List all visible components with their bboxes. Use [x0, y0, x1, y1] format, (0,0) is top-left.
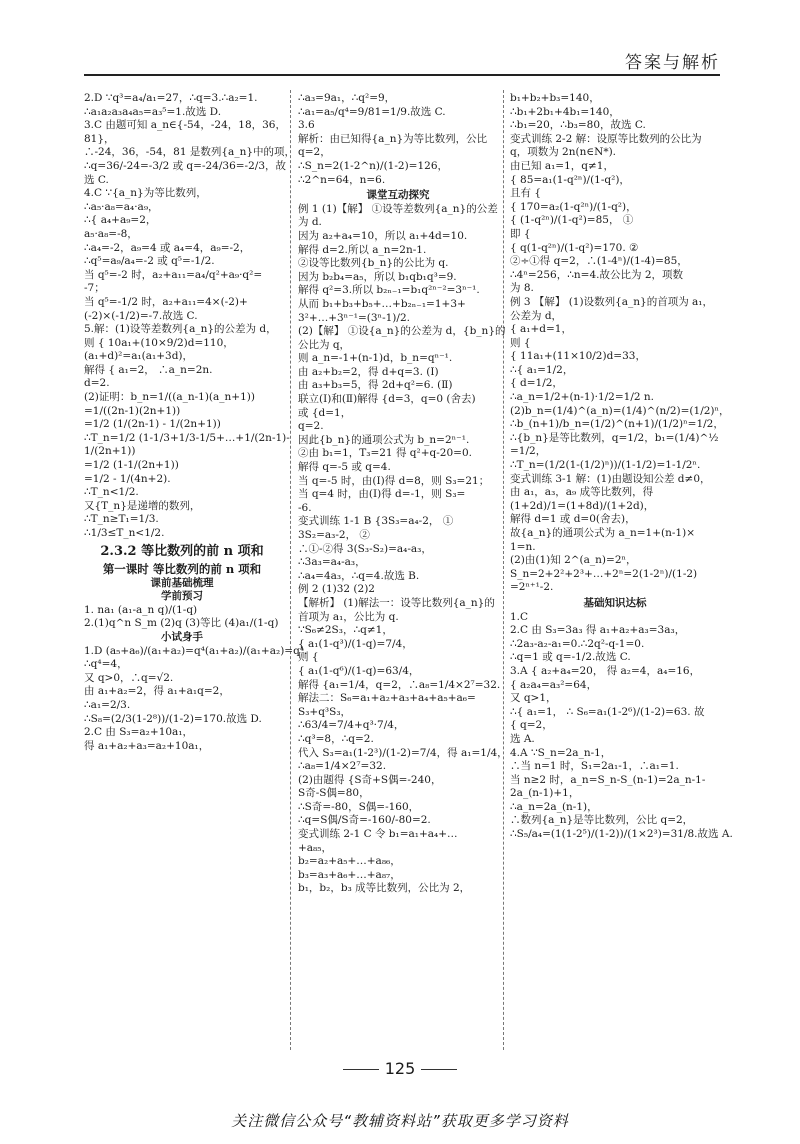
col1-line: 81}，: [84, 132, 115, 145]
col2c-line: 变式训练 1-1 B {3S₃=a₄-2， ①: [298, 515, 454, 528]
col3-line: (2)由(1)知 2^(a_n)=2ⁿ，: [510, 554, 637, 567]
col2c-line: 代入 S₃=a₁(1-2³)/(1-2)=7/4，得 a₁=1/4，: [298, 746, 508, 759]
col2c-line: S奇-S偶=80，: [298, 787, 370, 800]
page-number-text: 125: [384, 1059, 416, 1078]
column-1: [84, 92, 308, 753]
col2b-line: 为 d.: [298, 216, 322, 229]
col2c-line: S₃+q³S₃，: [298, 705, 352, 718]
col2c-line: { a₁(1-q⁶)/(1-q)=63/4，: [298, 664, 420, 677]
col1-line: =1/((2n-1)(2n+1)): [84, 404, 181, 417]
col3b-line: ∴a_n=2a_(n-1)，: [510, 800, 598, 813]
col3-line: 1=n.: [510, 540, 536, 553]
col3b-line: { a₂a₄=a₃²=64，: [510, 678, 598, 691]
col2-line: ∴2^n=64，n=6.: [298, 173, 386, 186]
col2b-line: 当 q=-5 时，由(Ⅰ)得 d=8，则 S₃=21；: [298, 474, 490, 487]
col3-line: ∴{b_n}是等比数列，q=1/2，b₁=(1/4)^½: [510, 431, 719, 444]
col3b-line: 4.A ∵S_n=2a_n-1，: [510, 746, 612, 759]
col1-line: ∴{ a₄+a₉=2，: [84, 214, 157, 227]
col1-line: 选 C.: [84, 173, 109, 186]
col2b-line: 因为 a₂+a₄=10，所以 a₁+4d=10.: [298, 229, 468, 242]
col2-line: 解析：由已知得{a_n}为等比数列，公比: [298, 132, 488, 145]
col1-line: ∴-24，36，-54，81 是数列{a_n}中的项，: [84, 146, 296, 159]
col1c-line: ∴S₈=(2/3(1-2⁸))/(1-2)=170.故选 D.: [84, 712, 262, 725]
col1-line: d=2.: [84, 377, 110, 390]
col2b-line: 则 a_n=-1+(n-1)d，b_n=qⁿ⁻¹.: [298, 352, 453, 365]
col1-line: 当 q⁵=-1/2 时，a₂+a₁₁=4×(-2)+: [84, 295, 248, 308]
col2c-line: ∴63/4=7/4+q³·7/4，: [298, 719, 405, 732]
col1-line: 解得 { a₁=2， ∴a_n=2n.: [84, 363, 213, 376]
col3b-line: ∴2a₃-a₂-a₁=0.∴2q²-q-1=0.: [510, 637, 645, 650]
col3b-line: ∴当 n=1 时，S₁=2a₁-1，∴a₁=1.: [510, 760, 679, 773]
col3b-line: 选 A.: [510, 732, 535, 745]
col1c-line: ∴a₁=2/3.: [84, 698, 131, 711]
col1-line: (2)证明：b_n=1/((a_n-1)(a_n+1)): [84, 391, 255, 404]
col3b-line: { q=2，: [510, 719, 553, 732]
col2b-line: 解得 q=-5 或 q=4.: [298, 461, 391, 474]
col3-line: { (1-q²ⁿ)/(1-q²)=85， ①: [510, 214, 634, 227]
col3-line: 为 8.: [510, 282, 534, 295]
col1-line: (a₁+d)²=a₁(a₁+3d)，: [84, 350, 194, 363]
col2-line: ∴a₃=9a₁，∴q²=9，: [298, 92, 396, 104]
lesson-title: 第一课时 等比数列的前 n 项和: [102, 561, 262, 576]
col2c-line: { a₁(1-q³)/(1-q)=7/4，: [298, 637, 413, 650]
col3-line: ∴a_n=1/2+(n-1)·1/2=1/2 n.: [510, 391, 655, 404]
col2b-line: ②设等比数列{b_n}的公比为 q.: [298, 257, 449, 270]
col1-line: =1/2 (1/(2n-1) - 1/(2n+1)): [84, 418, 221, 431]
col1-line: =1/2 (1-1/(2n+1)): [84, 459, 179, 472]
header-title: 答案与解析: [625, 53, 720, 73]
col2b-line: 联立(Ⅰ)和(Ⅱ)解得 {d=3，q=0 (舍去): [298, 393, 476, 406]
col3-line: 公差为 d，: [510, 309, 563, 322]
col2b-line: 由 a₂+b₂=2，得 d+q=3. (Ⅰ): [298, 365, 439, 378]
col1-line: ∴1/3≤T_n<1/2.: [84, 527, 165, 539]
col1c-line: 得 a₁+a₂+a₃=a₂+10a₁，: [84, 739, 210, 752]
col3-line: { 11a₁+(11×10/2)d=33，: [510, 350, 646, 363]
col3b-line: ∴q=1 或 q=-1/2.故选 C.: [510, 651, 631, 664]
col2c-line: 首项为 a₁，公比为 q.: [298, 610, 399, 623]
col2c-line: 变式训练 2-1 C 令 b₁=a₁+a₄+…: [298, 828, 458, 841]
col1-line: a₅·a₈=-8，: [84, 227, 138, 240]
col1-line: =1/2 - 1/(4n+2).: [84, 472, 171, 485]
col2b-line: 从而 b₁+b₃+b₅+…+b₂ₙ₋₁=1+3+: [298, 297, 466, 310]
col2c-line: ∴a₈=1/4×2⁷=32.: [298, 760, 387, 773]
page-number-dash-right: [421, 1069, 457, 1070]
col3-line: 例 3 【解】 (1)设数列{a_n}的首项为 a₁，: [510, 295, 714, 308]
subheading-basic-knowledge: 基础知识达标: [583, 596, 647, 609]
page-number-dash-left: [343, 1069, 379, 1070]
col1-line: 4.C ∵{a_n}为等比数列，: [84, 187, 207, 200]
section-title: 2.3.2 等比数列的前 n 项和: [100, 543, 264, 559]
col2b-line: q=2.: [298, 420, 324, 433]
col3b-line: 2.C 由 S₃=3a₃ 得 a₁+a₂+a₃=3a₃，: [510, 624, 686, 637]
column-divider-2: [503, 90, 504, 1050]
col1-line: ∴T_n≥T₁=1/3.: [84, 513, 159, 526]
col3b-line: ∴S₅/a₄=(1(1-2⁵)/(1-2))/(1×2³)=31/8.故选 A.: [510, 828, 733, 841]
footer-note: 关注微信公众号“教辅资料站”获取更多学习资料: [231, 1112, 569, 1130]
col2c-line: 解得 {a₁=1/4，q=2，∴a₈=1/4×2⁷=32.: [298, 678, 501, 691]
col2b-line: 解得 d=2.所以 a_n=2n-1.: [298, 243, 427, 256]
col3b-line: 3.A { a₂+a₄=20， 得 a₂=4，a₄=16，: [510, 664, 701, 677]
col3-line: 故{a_n}的通项公式为 a_n=1+(n-1)×: [510, 527, 696, 539]
col3-line: =2ⁿ⁺¹-2.: [510, 581, 554, 594]
col2-line: ∴a₁=a₅/q⁴=9/81=1/9.故选 C.: [298, 105, 446, 118]
col1-line: 1/(2n+1)): [84, 445, 136, 458]
col1-line: ∴T_n=1/2 (1-1/3+1/3-1/5+…+1/(2n-1)-: [84, 431, 290, 444]
col3-line: ∴4ⁿ=256，∴n=4.故公比为 2，项数: [510, 268, 684, 281]
col1c-line: 2.C 由 S₃=a₂+10a₁，: [84, 726, 194, 739]
col3-line: ∴{ a₁=1/2，: [510, 363, 574, 376]
col3-line: b₁+b₂+b₃=140，: [510, 92, 600, 104]
col2b-line: (2)【解】 ①设{a_n}的公差为 d，{b_n}的: [298, 325, 506, 338]
col2c-line: ∴①-②得 3(S₃-S₂)=a₄-a₃，: [298, 542, 432, 555]
col2c-line: ∴S奇=-80，S偶=-160，: [298, 800, 420, 813]
col1-line: 3.C 由题可知 a_n∈{-54，-24，18，36，: [84, 119, 286, 132]
col3-line: S_n=2+2²+2³+…+2ⁿ=2(1-2ⁿ)/(1-2): [510, 567, 698, 580]
col1-line: 2.D ∵q³=a₄/a₁=27，∴q=3.∴a₂=1.: [84, 92, 258, 104]
col2c-line: b₃=a₃+a₆+…+a₈₇，: [298, 868, 401, 881]
page-header: [84, 44, 720, 76]
col3-line: =1/2，: [510, 445, 547, 458]
col3b-line: ∴{ a₁=1， ∴ S₆=a₁(1-2⁶)/(1-2)=63. 故: [510, 705, 705, 718]
col2c-line: b₁，b₂，b₃ 成等比数列，公比为 2，: [298, 882, 471, 895]
col2b-line: ②由 b₁=1，T₃=21 得 q²+q-20=0.: [298, 447, 472, 460]
column-divider-1: [290, 90, 291, 1050]
col1c-line: ∴q⁴=4，: [84, 658, 128, 671]
col3b-line: ∴数列{a_n}是等比数列，公比 q=2，: [510, 814, 694, 827]
col3-line: ∴T_n=(1/2(1-(1/2)ⁿ))/(1-1/2)=1-1/2ⁿ.: [510, 459, 701, 472]
col2c-line: ∴q³=8，∴q=2.: [298, 732, 374, 745]
col3-line: ②÷①得 q=2，∴(1-4ⁿ)/(1-4)=85，: [510, 255, 688, 268]
col3-line: 即 {: [510, 227, 531, 240]
col1b-line: 2.(1)q^n S_m (2)q (3)等比 (4)a₁/(1-q): [84, 617, 279, 630]
col1-line: (-2)×(-1/2)=-7.故选 C.: [84, 309, 198, 322]
col2b-line: 公比为 q，: [298, 338, 351, 351]
col1-line: ∴T_n<1/2.: [84, 486, 139, 499]
column-3: [510, 92, 733, 842]
col3-line: 由 a₁，a₃，a₉ 成等比数列，得: [510, 486, 654, 499]
col3b-line: 1.C: [510, 610, 529, 623]
col3-line: 且有 {: [510, 187, 542, 200]
col2b-line: 由 a₃+b₃=5，得 2d+q²=6. (Ⅱ): [298, 379, 453, 392]
col2-line: 3.6: [298, 119, 315, 132]
col1-line: 又{T_n}是递增的数列，: [84, 499, 201, 512]
col2c-line: 则 {: [298, 651, 319, 664]
col1-line: ∴a₁a₂a₃a₄a₅=a₃⁵=1.故选 D.: [84, 105, 222, 118]
col1-line: -7；: [84, 282, 105, 295]
col2c-line: (2)由题得 {S奇+S偶=-240，: [298, 773, 442, 786]
col3-line: { 170=a₂(1-q²ⁿ)/(1-q²)，: [510, 200, 637, 213]
col2b-line: 或 {d=1，: [298, 406, 352, 419]
col1c-line: 由 a₁+a₂=2，得 a₁+a₁q=2，: [84, 685, 230, 698]
col2c-line: ∵S₆≠2S₃，∴q≠1，: [298, 624, 393, 637]
col1-line: ∴a₄=-2，a₉=4 或 a₄=4，a₉=-2，: [84, 241, 251, 254]
column-2: [298, 92, 508, 896]
col3-line: 则 {: [510, 336, 531, 349]
col2c-line: 【解析】 (1)解法一：设等比数列{a_n}的: [298, 596, 495, 609]
col1-line: 则 { 10a₁+(10×9/2)d=110，: [84, 336, 234, 349]
col3-line: ∴b₁=20，∴b₃=80，故选 C.: [510, 119, 646, 132]
col3-line: ∴b_(n+1)/b_n=(1/2)^(n+1)/(1/2)ⁿ=1/2，: [510, 418, 724, 431]
col2c-line: ∴3a₃=a₄-a₃，: [298, 556, 366, 569]
col3-line: { q(1-q²ⁿ)/(1-q²)=170. ②: [510, 241, 639, 254]
col1c-line: 1.D (a₅+a₆)/(a₁+a₂)=q⁴(a₁+a₂)/(a₁+a₂)=q⁴.: [84, 644, 308, 657]
col1b-line: 1. na₁ (a₁-a_n q)/(1-q): [84, 603, 198, 616]
col2b-line: 因为 b₂b₄=a₅，所以 b₁qb₁q³=9.: [298, 270, 457, 283]
col1c-line: 又 q>0，∴q=√2.: [84, 671, 174, 684]
col2c-line: ∴a₄=4a₃，∴q=4.故选 B.: [298, 569, 420, 582]
col3-line: q，项数为 2n(n∈N*).: [510, 146, 617, 159]
col3-line: 解得 d=1 或 d=0(舍去)，: [510, 513, 636, 526]
col1-line: ∴q=36/-24=-3/2 或 q=-24/36=-2/3，故: [84, 159, 286, 172]
col3-line: 变式训练 3-1 解：(1)由题设知公差 d≠0，: [510, 472, 711, 485]
col1-line: 5.解：(1)设等差数列{a_n}的公差为 d，: [84, 323, 277, 336]
col3-line: { 85=a₁(1-q²ⁿ)/(1-q²)，: [510, 173, 630, 186]
col2b-line: 例 1 (1)【解】 ①设等差数列{a_n}的公差: [298, 202, 498, 215]
col2c-line: +a₈₅，: [298, 841, 332, 854]
col1-line: 当 q⁵=-2 时，a₂+a₁₁=a₄/q²+a₉·q²=: [84, 268, 263, 281]
col3-line: ∴b₁+2b₁+4b₁=140，: [510, 105, 620, 118]
col3b-line: 又 q>1，: [510, 692, 557, 705]
col2b-line: 3²+…+3ⁿ⁻¹=(3ⁿ-1)/2.: [298, 311, 410, 324]
subheading-try: 小试身手: [161, 630, 203, 643]
col2b-line: -6.: [298, 501, 312, 514]
col2b-line: 当 q=4 时，由(Ⅰ)得 d=-1，则 S₃=: [298, 488, 466, 501]
col2c-line: 解法二：S₆=a₁+a₂+a₃+a₄+a₅+a₆=: [298, 692, 476, 705]
col3-line: (1+2d)/1=(1+8d)/(1+2d)，: [510, 499, 655, 512]
col1-line: ∴a₅·a₈=a₄·a₉，: [84, 200, 159, 213]
col2c-line: b₂=a₂+a₅+…+a₈₆，: [298, 855, 401, 868]
subheading-classroom: 课堂互动探究: [366, 189, 430, 202]
subheading-basics: 课前基础梳理: [150, 576, 214, 589]
col3-line: { a₁+d=1，: [510, 323, 572, 336]
col1-line: ∴q⁵=a₉/a₄=-2 或 q⁵=-1/2.: [84, 255, 215, 268]
page-number: [0, 1059, 800, 1078]
col2-line: ∴S_n=2(1-2^n)/(1-2)=126，: [298, 159, 449, 172]
col3-line: { d=1/2，: [510, 377, 563, 390]
subheading-preview: 学前预习: [161, 590, 203, 603]
col3b-line: 2a_(n-1)+1，: [510, 787, 580, 800]
col2c-line: 例 2 (1)32 (2)2: [298, 583, 375, 596]
col2b-line: 因此{b_n}的通项公式为 b_n=2ⁿ⁻¹.: [298, 433, 470, 446]
col3-line: 由已知 a₁=1，q≠1，: [510, 159, 614, 172]
col3b-line: 当 n≥2 时，a_n=S_n-S_(n-1)=2a_n-1-: [510, 773, 706, 786]
col2-line: q=2，: [298, 146, 331, 159]
col3-line: (2)b_n=(1/4)^(a_n)=(1/4)^(n/2)=(1/2)ⁿ，: [510, 404, 730, 417]
col2c-line: ∴q=S偶/S奇=-160/-80=2.: [298, 814, 431, 827]
col2c-line: 3S₂=a₃-2， ②: [298, 529, 370, 541]
col2b-line: 解得 q²=3.所以 b₂ₙ₋₁=b₁q²ⁿ⁻²=3ⁿ⁻¹.: [298, 284, 480, 297]
col3-line: 变式训练 2-2 解：设原等比数列的公比为: [510, 132, 702, 145]
